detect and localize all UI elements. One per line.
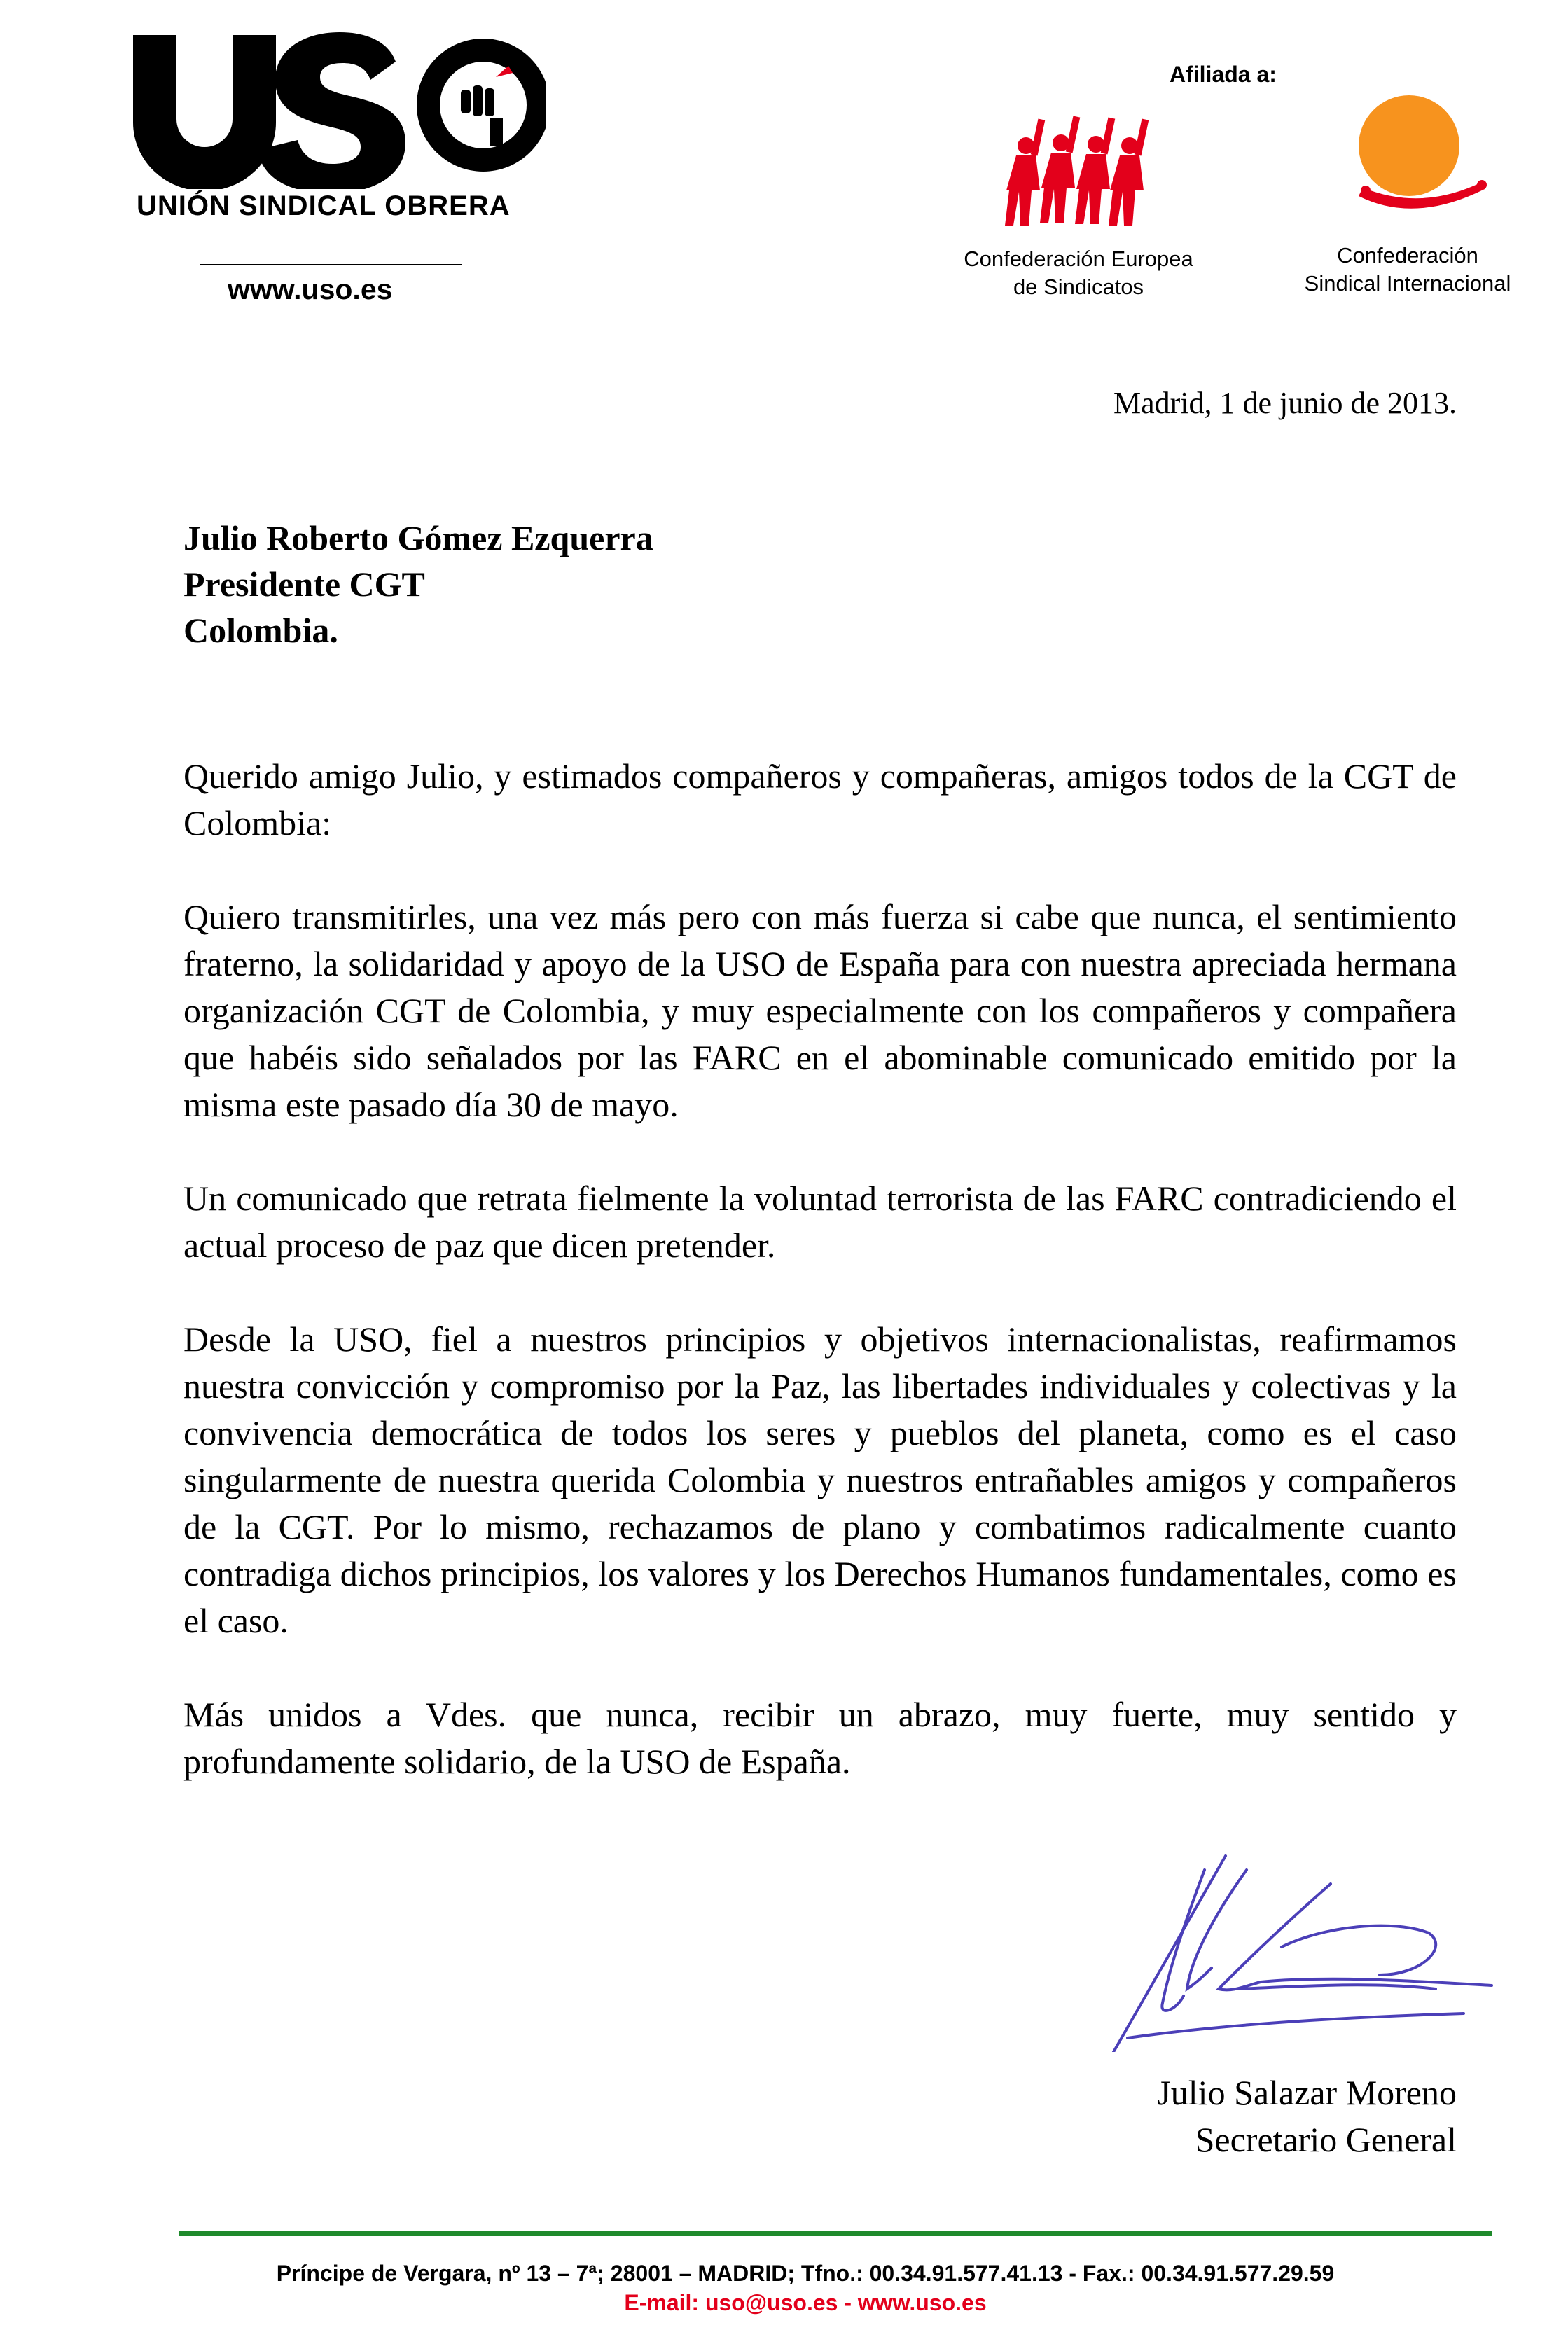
signer-block — [980, 2069, 1457, 2163]
recipient-block — [183, 515, 653, 653]
body-paragraph: Quiero transmitirles, una vez más pero con más fuerza si cabe que nunca, el sentimiento fraterno, la solidaridad y apoyo de la USO de España para con nuestra apreciada hermana organización CGT de Colombia, y muy especialmente con los compañeros y compañera que habéis sido señalados por las FARC en el abominable comunicado emitido por la misma este pasado día 30 de mayo. — [183, 897, 1457, 1124]
letter-body — [183, 753, 1457, 1832]
recipient-country: Colombia. — [183, 611, 338, 650]
ituc-logo — [1345, 91, 1499, 224]
body-paragraph: Querido amigo Julio, y estimados compañeros y compañeras, amigos todos de la CGT de Colombia: — [183, 756, 1457, 842]
letter-date: Madrid, 1 de junio de 2013. — [1113, 386, 1457, 420]
body-paragraph: Desde la USO, fiel a nuestros principios y objetivos internacionalistas, reafirmamos nuestra convicción y compromiso por la Paz, las libertades individuales y colectivas y la convivencia democrática de todos los seres y pueblos del planeta, como es el caso singularmente de nuestra querida Colombia y nuestros entrañables amigos y compañeros de la CGT. Por lo mismo, rechazamos de plano y combatimos radicalmente cuanto contradiga dichos principios, los valores y los Derechos Humanos fundamentales, como es el caso. — [183, 1319, 1457, 1640]
etuc-caption — [931, 245, 1226, 301]
ituc-caption-line: Confederación — [1337, 243, 1478, 268]
recipient-name: Julio Roberto Gómez Ezquerra — [183, 518, 653, 557]
etuc-logo — [998, 112, 1159, 231]
signer-name: Julio Salazar Moreno — [1157, 2073, 1457, 2112]
org-name: UNIÓN SINDICAL OBRERA — [137, 190, 511, 221]
ituc-caption-line: Sindical Internacional — [1304, 271, 1511, 296]
uso-logo — [126, 28, 546, 189]
body-paragraph: Un comunicado que retrata fielmente la voluntad terrorista de las FARC contradiciendo el actual proceso de paz que dicen pretender. — [183, 1179, 1457, 1265]
affiliated-label: Afiliada a: — [1170, 62, 1277, 87]
ituc-caption — [1275, 242, 1541, 298]
footer-contact: E-mail: uso@uso.es - www.uso.es — [624, 2290, 987, 2315]
handwritten-signature — [1099, 1842, 1520, 2052]
signer-title: Secretario General — [1195, 2120, 1457, 2159]
header-divider — [200, 264, 462, 265]
header-website: www.uso.es — [228, 273, 393, 305]
etuc-caption-line: de Sindicatos — [1013, 275, 1144, 299]
body-paragraph: Más unidos a Vdes. que nunca, recibir un abrazo, muy fuerte, muy sentido y profundamente solidario, de la USO de España. — [183, 1695, 1457, 1781]
footer-address: Príncipe de Vergara, nº 13 – 7ª; 28001 – MADRID; Tfno.: 00.34.91.577.41.13 - Fax.: 00.34.91.577.29.59 — [276, 2261, 1335, 2286]
etuc-caption-line: Confederación Europea — [964, 247, 1193, 271]
footer-divider — [179, 2231, 1492, 2236]
recipient-position: Presidente CGT — [183, 564, 425, 604]
